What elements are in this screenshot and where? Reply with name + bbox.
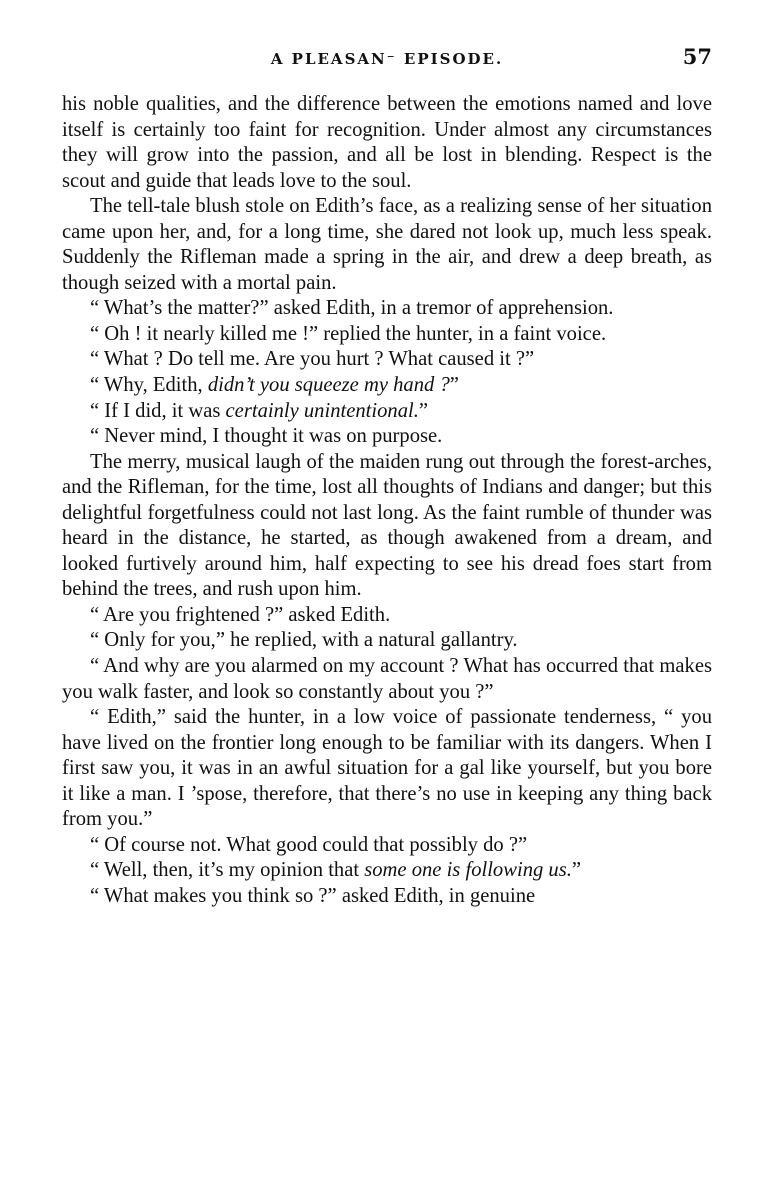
dialogue-text: ” [449,374,459,397]
dialogue-line: “ What makes you think so ?” asked Edith, in genuine [90,884,536,907]
dialogue-text: ” [418,399,429,422]
page-number: 57 [682,44,712,69]
dialogue-line: “ Oh ! it nearly killed me !” replied the hunter, in a faint voice. [90,322,607,345]
paragraph: The tell-tale blush stole on Edith’s face, as a realizing sense of her situation came upon her, and, for a long time, she dared not look up, much less speak. Suddenly the Rifleman made a spring in the air, and drew a deep breath, as though seized with a mortal pain. [62,195,712,294]
paragraph: The merry, musical laugh of the maiden rung out through the forest-arches, and the Rifleman, for the time, lost all thoughts of Indians and danger; but this delightful forgetfulness could not last long. As the faint rumble of thunder was heard in the distance, he started, as though awakened from a dream, and looked furtively around him, half expecting to see his dread foes start from behind the trees, and rush upon him. [62,450,712,601]
italic-emphasis: some one is following us. [364,859,572,882]
dialogue-line: “ And why are you alarmed on my account ? What has occurred that makes you walk faster, and look so constantly about you ?” [62,655,712,703]
dialogue-line: “ What’s the matter?” asked Edith, in a tremor of apprehension. [90,297,614,320]
paragraph: his noble qualities, and the difference between the emotions named and love itself is certainly too faint for recognition. Under almost any circumstances they will grow into the passion, and all be lost in blending. Respect is the scout and guide that leads love to the soul. [62,93,712,192]
running-title: A PLEASAN⁻ EPISODE. [270,50,504,68]
italic-emphasis: certainly unintentional. [225,399,419,422]
dialogue-line: “ Never mind, I thought it was on purpose. [90,425,443,448]
dialogue-line: “ Of course not. What good could that possibly do ?” [90,833,528,856]
dialogue-line [62,858,712,884]
dialogue-line: “ Only for you,” he replied, with a natural gallantry. [90,629,518,652]
dialogue-text: “ If I did, it was [90,399,226,422]
dialogue-line [62,373,712,399]
dialogue-text: ” [571,859,582,882]
dialogue-text: “ Why, Edith, [90,374,208,397]
dialogue-text: “ Well, then, it’s my opinion that [90,859,365,882]
italic-emphasis: didn’t you squeeze my hand ? [207,374,450,397]
page-header [62,44,712,74]
body-text [62,92,712,910]
book-page [62,44,712,910]
dialogue-line: “ Are you frightened ?” asked Edith. [90,603,391,626]
dialogue-line [62,399,712,425]
dialogue-line: “ What ? Do tell me. Are you hurt ? What caused it ?” [90,348,535,371]
dialogue-line: “ Edith,” said the hunter, in a low voice of passionate tenderness, “ you have lived on the frontier long enough to be familiar with its dangers. When I first saw you, it was in an awful situation for a gal like yourself, but you bore it like a man. I ’spose, therefore, that there’s no use in keeping any thing back from you.” [62,706,712,831]
